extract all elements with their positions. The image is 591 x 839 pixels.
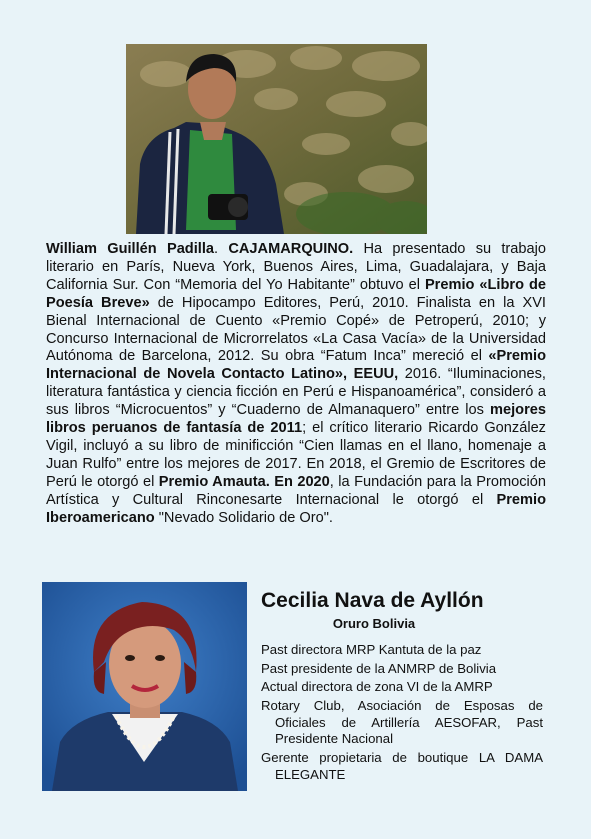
bio-award-novela: «Premio Internacional de Novela Contacto Latino», EEUU, xyxy=(46,348,546,383)
bio-origin: CAJAMARQUINO. xyxy=(228,241,354,257)
bio-text-5: , la Fundación para la Promoción Artística y Cultural Rinconesarte Internacional le otorgó el xyxy=(46,473,546,508)
bio-mejores-libros: mejores libros peruanos de fantasía de 2011 xyxy=(46,402,546,437)
cv-item: Past directora MRP Kantuta de la paz xyxy=(261,642,482,657)
bio-text-1: Ha presentado su trabajo literario en París, Nueva York, Buenos Aires, Lima, Guadalajara, y Baja California Sur. Con “Memoria del Yo Habitante” obtuvo el xyxy=(46,241,547,293)
bio-name: William Guillén Padilla xyxy=(46,241,215,257)
cv-item: Actual directora de zona VI de la AMRP xyxy=(261,679,493,695)
bio-text-4: ; el crítico literario Ricardo González Vigil, incluyó a su libro de minificción “Cien llamas en el llano, homenaje a Juan Rulfo” entre los mejores de 2017. En 2018, el Gremio de Escritores de Perú le otorgó el xyxy=(46,420,546,490)
william-guillen-photo xyxy=(126,44,427,234)
cecilia-nava-location: Oruro Bolivia xyxy=(332,616,416,631)
bio-award-iberoamericano: Premio Iberoamericano xyxy=(46,491,546,526)
cecilia-nava-cv-list xyxy=(261,642,543,785)
bio-award-poesia: Premio «Libro de Poesía Breve» xyxy=(46,276,546,311)
william-guillen-bio: William Guillén Padilla. CAJAMARQUINO. Ha presentado su trabajo literario en París, Nueva York, Buenos Aires, Lima, Guadalajara, y Baja California Sur. Con “Memoria del Yo Habitante” obtuvo el Premio «Libro de Poesía Breve» de Hipocampo Editores, Perú, 2010. Finalista en la XVI Bienal Internacional de Cuento «Premio Copé» de Petroperú, 2010; y Concurso Internacional de Microrrelatos «La Casa Vacía» de la Universidad Autónoma de Barcelona, 2012. Su obra “Fatum Inca” mereció el «Premio Internacional de Novela Contacto Latino», EEUU, 2016. “Iluminaciones, literatura fantástica y ciencia ficción en Perú e Hispanoamérica”, consideró a sus libros “Microcuentos” y “Cuaderno de Almanaquero” entre los mejores libros peruanos de fantasía de 2011; el crítico literario Ricardo González Vigil, incluyó a su libro de minificción “Cien llamas en el llano, homenaje a Juan Rulfo” entre los mejores de 2017. En 2018, el Gremio de Escritores de Perú le otorgó el Premio Amauta. En 2020, la Fundación para la Promoción Artística y Cultural Rinconesarte Internacional le otorgó el Premio Iberoamericano "Nevado Solidario de Oro". xyxy=(46,241,547,526)
bio-text-3: 2016. “Iluminaciones, literatura fantástica y ciencia ficción en Perú e Hispanoamérica”, consideró a sus libros “Microcuentos” y “Cuaderno de Almanaquero” entre los xyxy=(46,366,546,419)
cv-item: Gerente propietaria de boutique LA DAMA ELEGANTE xyxy=(261,749,543,782)
bio-text-6: "Nevado Solidario de Oro". xyxy=(154,509,333,526)
cv-item: Rotary Club, Asociación de Esposas de Oficiales de Artillería AESOFAR, Past Presidente Nacional xyxy=(261,697,543,747)
cecilia-nava-photo xyxy=(42,582,247,791)
cv-item: Past presidente de la ANMRP de Bolivia xyxy=(261,660,497,676)
bio-award-amauta: Premio Amauta. En 2020 xyxy=(158,473,330,490)
bio-text-2: de Hipocampo Editores, Perú, 2010. Finalista en la XVI Bienal Internacional de Cuento «Premio Copé» de Petroperú, 2010; y Concurso Internacional de Microrrelatos «La Casa Vacía» de la Universidad Autónoma de Barcelona, 2012. Su obra “Fatum Inca” mereció el xyxy=(46,294,546,365)
cecilia-nava-name: Cecilia Nava de Ayllón xyxy=(261,589,484,612)
